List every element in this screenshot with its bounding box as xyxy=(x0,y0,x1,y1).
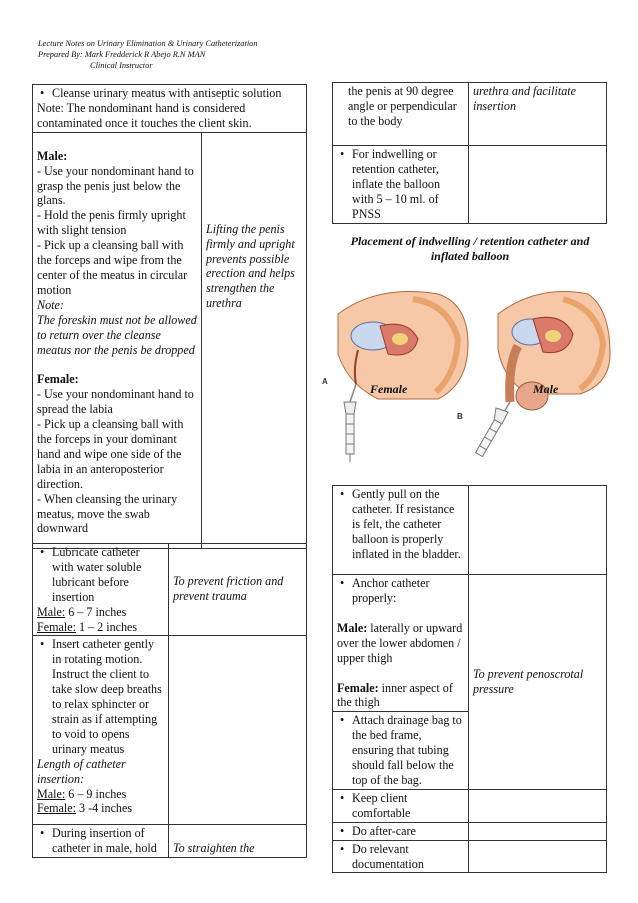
ins-female-value: 3 -4 inches xyxy=(75,801,133,816)
figure-caption: Placement of indwelling / retention catheter and inflated balloon xyxy=(350,234,590,263)
male-heading: Male: xyxy=(37,148,68,163)
female-steps: - Use your nondominant hand to spread the labia - Pick up a cleansing ball with the forceps in your dominant hand and wipe one side of the labia in an anteroposterior direction. - When cleansing the urinary meatus, move the swab downward xyxy=(37,387,194,536)
anchor-step: • Anchor catheter properly: xyxy=(337,576,464,606)
lub-male-value: 6 – 7 inches xyxy=(65,604,127,619)
insert-length-label: Length of catheter insertion: xyxy=(37,756,126,786)
lub-male-label: Male: xyxy=(37,604,66,619)
table-row xyxy=(33,544,307,636)
comfort-cell xyxy=(333,789,469,822)
male-pelvis-figure xyxy=(476,292,610,457)
header-author: Prepared By: Mark Fredderick R Abejo R.N MAN xyxy=(38,50,206,59)
pull-rationale-empty xyxy=(469,486,607,575)
documentation-rationale-empty xyxy=(469,840,607,873)
table-row xyxy=(333,575,607,712)
table-row xyxy=(333,146,607,224)
hold-penis-step: the penis at 90 degree angle or perpendicular to the body xyxy=(333,83,469,146)
table-row xyxy=(333,822,607,840)
comfort-step: • Keep client comfortable xyxy=(337,791,464,821)
anchor-female-text: inner aspect of the thigh xyxy=(337,680,453,710)
right-procedure-table-2 xyxy=(332,485,607,873)
during-cell xyxy=(33,825,169,858)
lubricate-cell xyxy=(33,544,169,636)
drain-cell xyxy=(333,712,469,790)
anchor-male-text: laterally or upward over the lower abdomen / upper thigh xyxy=(337,620,463,665)
documentation-step: • Do relevant documentation xyxy=(337,842,464,872)
lub-female-label: Female: xyxy=(37,619,76,634)
female-heading: Female: xyxy=(37,372,79,387)
documentation-cell xyxy=(333,840,469,873)
figure-label-male: Male xyxy=(533,382,559,396)
figure-marker-b: B xyxy=(457,412,463,421)
female-pelvis-figure xyxy=(338,292,468,463)
table-row xyxy=(333,840,607,873)
lubricate-step: • Lubricate catheter with water soluble lubricant before insertion xyxy=(37,545,164,605)
table-row xyxy=(333,486,607,575)
anchor-male-label: Male: xyxy=(337,620,368,635)
male-note: Note: The foreskin must not be allowed to return over the cleanse meatus nor the penis be dropped xyxy=(37,297,197,357)
aftercare-rationale-empty xyxy=(469,822,607,840)
cleanse-step: • Cleanse urinary meatus with antiseptic solution xyxy=(37,86,302,101)
aftercare-step: • Do after-care xyxy=(337,824,464,839)
hold-penis-rationale: urethra and facilitate insertion xyxy=(469,83,607,146)
lub-female-value: 1 – 2 inches xyxy=(75,619,138,634)
table-row xyxy=(33,825,307,858)
table-row xyxy=(333,789,607,822)
document-header xyxy=(38,38,258,71)
comfort-rationale-empty xyxy=(469,789,607,822)
aftercare-cell xyxy=(333,822,469,840)
pull-step: • Gently pull on the catheter. If resistance is felt, the catheter balloon is properly inflated in the bladder. xyxy=(337,487,464,562)
male-rationale: Lifting the penis firmly and upright prevents possible erection and helps strengthen the urethra xyxy=(202,132,307,548)
table-row xyxy=(333,83,607,146)
during-step: • During insertion of catheter in male, hold xyxy=(37,826,164,856)
left-procedure-table-2 xyxy=(32,543,307,858)
pull-cell xyxy=(333,486,469,575)
catheter-placement-illustration xyxy=(318,284,613,464)
insert-cell xyxy=(33,636,169,825)
inflate-cell xyxy=(333,146,469,224)
inflate-rationale-empty xyxy=(469,146,607,224)
table-row xyxy=(33,132,307,548)
ins-male-value: 6 – 9 inches xyxy=(65,786,127,801)
ins-female-label: Female: xyxy=(37,801,76,816)
insert-rationale-empty xyxy=(169,636,307,825)
insert-step: • Insert catheter gently in rotating motion. Instruct the client to take slow deep breaths to relax sphincter or strain as if attempting to void to opens urinary meatus xyxy=(37,637,164,756)
figure-marker-a: A xyxy=(322,377,328,386)
figure-label-female: Female xyxy=(370,382,408,396)
lubricate-rationale: To prevent friction and prevent trauma xyxy=(169,544,307,636)
cleanse-cell xyxy=(33,85,307,133)
header-role: Clinical Instructor xyxy=(90,61,153,70)
header-title: Lecture Notes on Urinary Elimination & Urinary Catheterization xyxy=(38,39,258,48)
table-row xyxy=(33,85,307,133)
table-row xyxy=(33,636,307,825)
anchor-rationale: To prevent penoscrotal pressure xyxy=(469,575,607,790)
cleanse-note: Note: The nondominant hand is considered contaminated once it touches the client skin. xyxy=(37,100,252,130)
anchor-female-label: Female: xyxy=(337,680,379,695)
ins-male-label: Male: xyxy=(37,786,66,801)
anchor-cell xyxy=(333,575,469,712)
male-steps: - Use your nondominant hand to grasp the penis just below the glans. - Hold the penis firmly upright with slight tension - Pick up a cleansing ball with the forceps and wipe from the center of the meatus in circular motion xyxy=(37,163,194,297)
cleanse-detail-cell xyxy=(33,132,202,548)
left-procedure-table xyxy=(32,84,307,549)
inflate-step: • For indwelling or retention catheter, inflate the balloon with 5 – 10 ml. of PNSS xyxy=(337,147,464,222)
during-rationale: To straighten the xyxy=(169,825,307,858)
drain-step: • Attach drainage bag to the bed frame, ensuring that tubing should fall below the top of the bag. xyxy=(337,713,464,788)
right-procedure-table xyxy=(332,82,607,224)
